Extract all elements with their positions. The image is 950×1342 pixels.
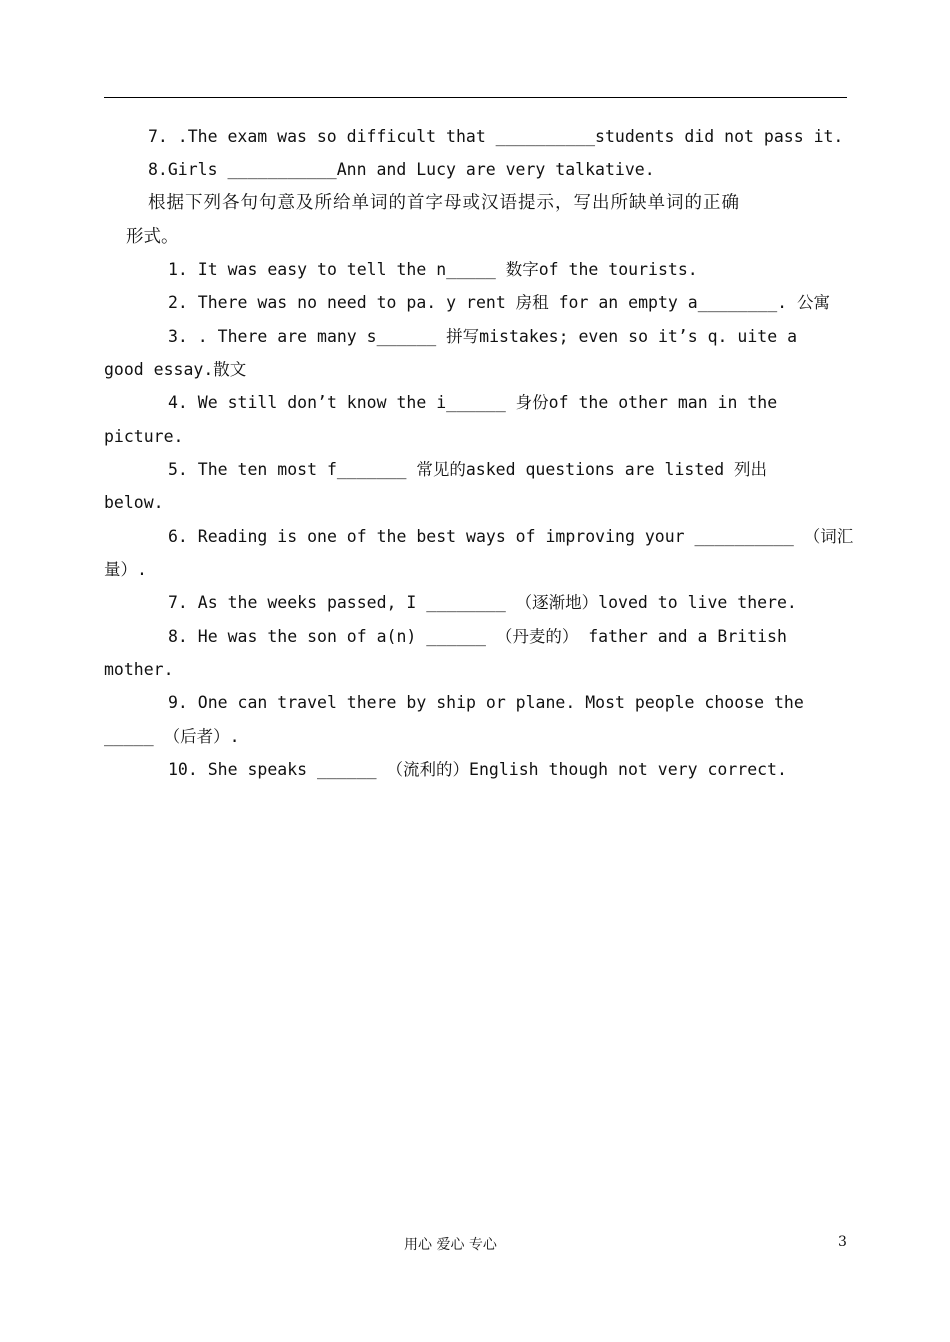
exercise-item-cont: picture. (104, 427, 184, 446)
exercise-item: 4. We still don’t know the i______ 身份of the other man in the (168, 393, 778, 412)
exercise-item: 5. The ten most f_______ 常见的asked questions are listed 列出 (168, 460, 768, 479)
exercise-item: 3. . There are many s______ 拼写mistakes; even so it’s q. uite a (168, 327, 798, 346)
exercise-item: 10. She speaks ______ （流利的）English though not very correct. (168, 760, 787, 779)
exercise-item-cont: good essay.散文 (104, 360, 247, 379)
exercise-item: 9. One can travel there by ship or plane. Most people choose the (168, 693, 804, 712)
section-instruction: 根据下列各句句意及所给单词的首字母或汉语提示，写出所缺单词的正确 (148, 193, 740, 213)
footer-motto: 用心 爱心 专心 (404, 1237, 497, 1253)
exercise-item-cont: mother. (104, 660, 174, 679)
header-rule (104, 97, 847, 98)
exercise-item: 7. As the weeks passed, I ________ （逐渐地）loved to live there. (168, 593, 797, 612)
exercise-item: 2. There was no need to pa. y rent 房租 for an empty a________. 公寓 (168, 293, 831, 312)
exercise-item-cont: 量）. (104, 560, 147, 579)
text-line: 7. .The exam was so difficult that __________students did not pass it. (148, 127, 844, 146)
text-line: 8.Girls ___________Ann and Lucy are very talkative. (148, 160, 655, 179)
exercise-item-cont: below. (104, 493, 164, 512)
section-instruction-cont: 形式。 (126, 227, 179, 247)
exercise-item: 8. He was the son of a(n) ______ （丹麦的） father and a British (168, 627, 787, 646)
exercise-item: 1. It was easy to tell the n_____ 数字of the tourists. (168, 260, 698, 279)
exercise-item-cont: _____ （后者）. (104, 727, 240, 746)
page-number: 3 (838, 1234, 847, 1250)
exercise-item: 6. Reading is one of the best ways of improving your __________ （词汇 (168, 527, 854, 546)
